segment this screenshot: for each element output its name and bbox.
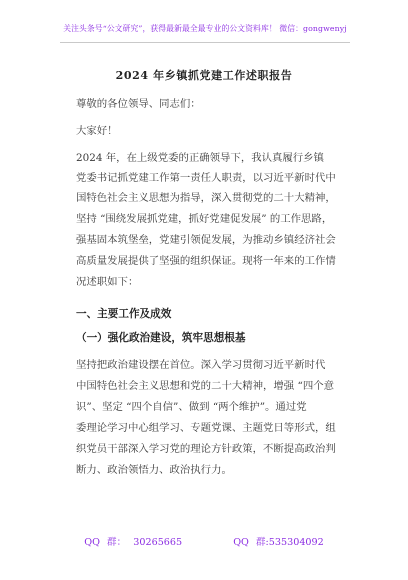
intro-line: 况述职如下： <box>76 276 139 288</box>
body-line: 断力、政治领悟力、政治执行力。 <box>76 464 232 476</box>
intro-line: 高质量发展提供了坚强的组织保证。现将一年来的工作情 <box>76 255 336 267</box>
header-note: 关注头条号“公文研究”，获得最新最全最专业的公文资料库！ 微信：gongwenyj <box>63 24 347 33</box>
document-title: 2024 年乡镇抓党建工作述职报告 <box>115 69 293 82</box>
salutation: 尊敬的各位领导、同志们： <box>76 98 201 110</box>
body-line: 中国特色社会主义思想和党的二十大精神，增强 “四个意 <box>76 380 334 392</box>
header-divider <box>60 42 350 43</box>
intro-line: 党委书记抓党建工作第一责任人职责，以习近平新时代中 <box>76 172 336 184</box>
intro-line: 国特色社会主义思想为指导，深入贯彻党的二十大精神， <box>76 192 336 204</box>
footer-contact <box>0 534 408 548</box>
body-line: 识”、坚定 “四个自信”、做到 “两个维护”。通过党 <box>76 401 307 413</box>
body-line: 委理论学习中心组学习、专题党课、主题党日等形式，组 <box>76 422 336 434</box>
subheading: （一）强化政治建设，筑牢思想根基 <box>76 332 246 344</box>
body-line: 织党员干部深入学习党的理论方针政策，不断提高政治判 <box>76 443 336 455</box>
section-heading: 一、主要工作及成效 <box>76 308 172 320</box>
greeting: 大家好！ <box>76 125 118 137</box>
intro-line: 强基固本筑堡垒，党建引领促发展，为推动乡镇经济社会 <box>76 234 336 246</box>
body-line: 坚持把政治建设摆在首位。深入学习贯彻习近平新时代 <box>76 359 326 371</box>
intro-line: 2024 年，在上级党委的正确领导下，我认真履行乡镇 <box>76 152 324 164</box>
intro-line: 坚持 “围绕发展抓党建，抓好党建促发展” 的工作思路， <box>76 213 333 225</box>
footer-qq-group-1: QQ 群： 30265665 <box>84 537 183 548</box>
footer-qq-group-2: QQ 群:535304092 <box>233 537 324 548</box>
